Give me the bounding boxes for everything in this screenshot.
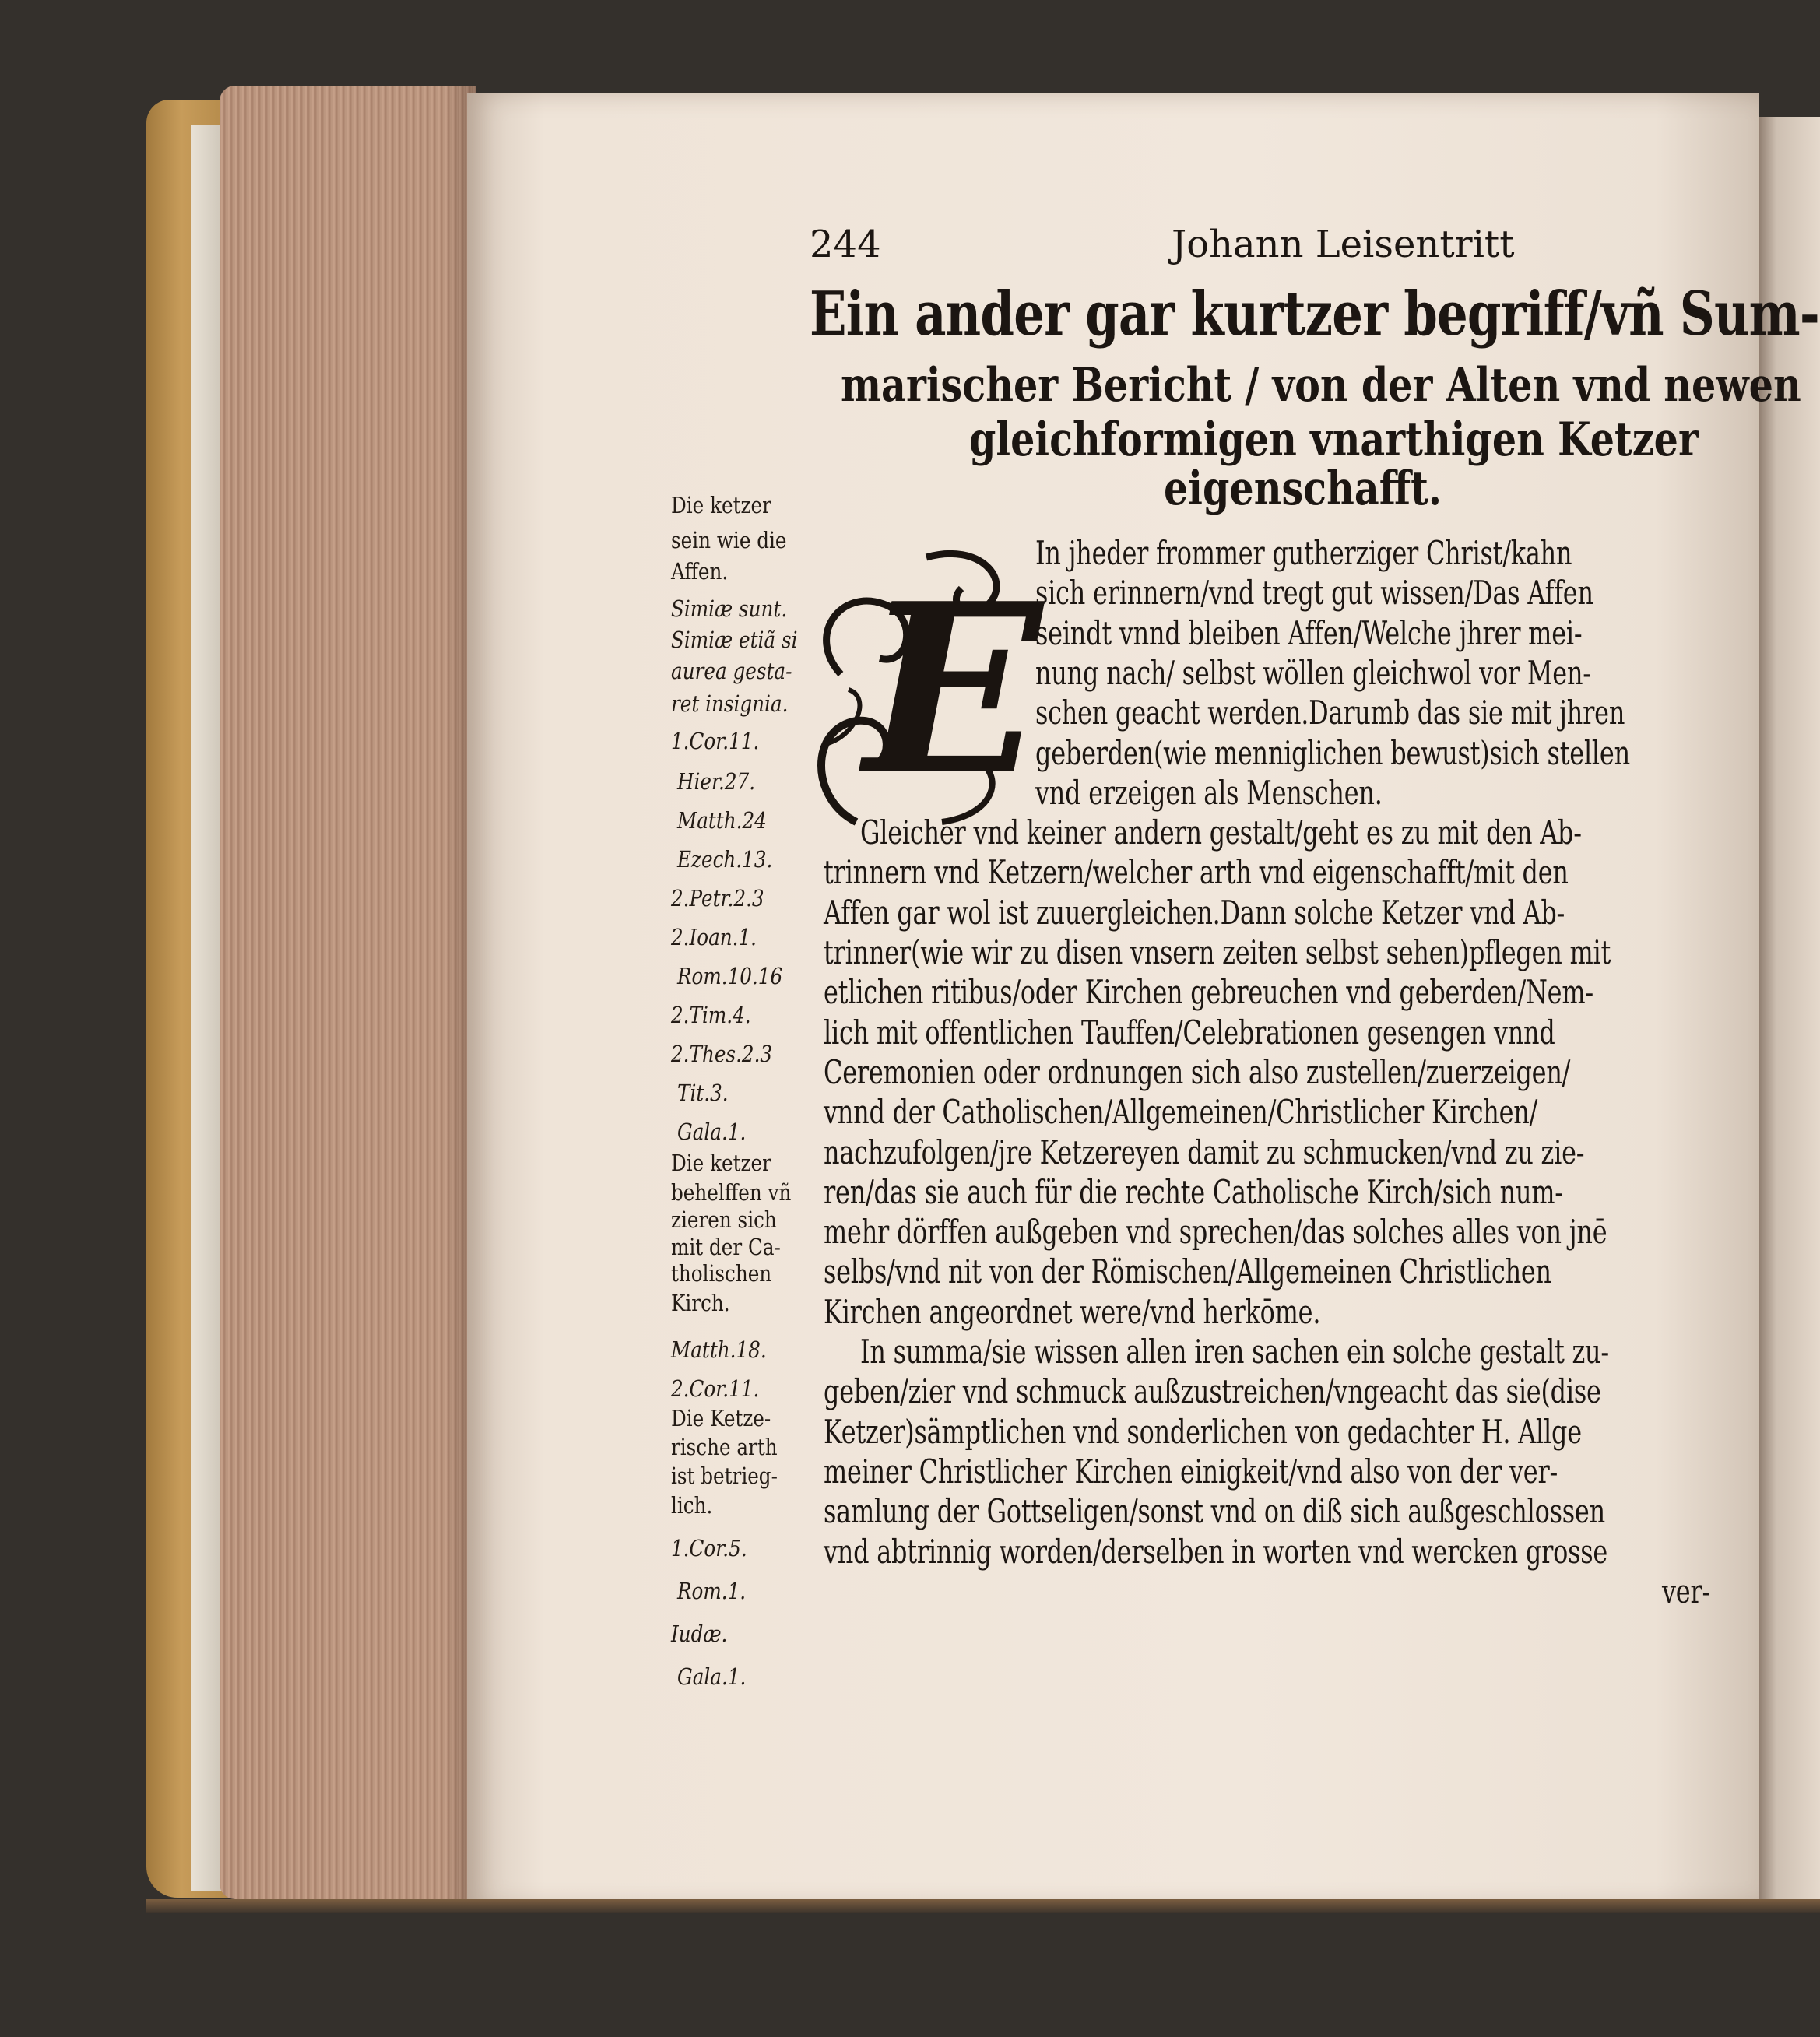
- margin-note: tholischen: [671, 1260, 772, 1287]
- margin-note: Iudæ.: [671, 1621, 728, 1647]
- margin-note: Simiæ sunt.: [671, 595, 788, 622]
- endpaper: [191, 125, 222, 1891]
- margin-note: aurea gesta-: [671, 658, 792, 684]
- margin-note: rische arth: [671, 1434, 778, 1460]
- body-line: sich erinnern/vnd tregt gut wissen/Das Affen: [1035, 574, 1593, 613]
- margin-note: 1.Cor.11.: [671, 728, 760, 754]
- margin-note: zieren sich: [671, 1206, 777, 1233]
- running-head-author: Johann Leisentritt: [1172, 223, 1515, 266]
- margin-note: behelffen vñ: [671, 1179, 792, 1206]
- body-line: vnnd der Catholischen/Allgemeinen/Christlicher Kirchen/: [824, 1093, 1538, 1132]
- margin-note: Matth.24: [677, 807, 767, 834]
- margin-note: mit der Ca-: [671, 1234, 781, 1260]
- body-line: trinner(wie wir zu disen vnsern zeiten selbst sehen)pflegen mit: [824, 933, 1611, 971]
- margin-note: 2.Ioan.1.: [671, 924, 757, 950]
- margin-note: Rom.10.16: [677, 963, 783, 989]
- margin-note: Rom.1.: [677, 1578, 747, 1604]
- margin-note: sein wie die: [671, 527, 787, 553]
- margin-note: 2.Tim.4.: [671, 1002, 751, 1028]
- page-edges: [220, 86, 476, 1899]
- body-line: nachzufolgen/jre Ketzereyen damit zu schmucken/vnd zu zie-: [824, 1133, 1585, 1171]
- body-line: ver-: [1662, 1572, 1711, 1610]
- initial-letter: E: [864, 552, 1042, 827]
- margin-note: lich.: [671, 1492, 713, 1519]
- margin-note: 2.Petr.2.3: [671, 885, 764, 911]
- margin-note: ret insignia.: [671, 690, 789, 717]
- margin-note: 2.Cor.11.: [671, 1375, 760, 1402]
- body-line: ren/das sie auch für die rechte Catholische Kirch/sich num-: [824, 1172, 1563, 1211]
- body-line: Ketzer)sämptlichen vnd sonderlichen von gedachter H. Allge: [824, 1412, 1582, 1451]
- margin-note: ist betrieg-: [671, 1463, 778, 1489]
- margin-note: Gala.1.: [677, 1119, 747, 1145]
- body-line: In summa/sie wissen allen iren sachen ein solche gestalt zu-: [860, 1333, 1609, 1371]
- body-line: trinnern vnd Ketzern/welcher arth vnd eigenschafft/mit den: [824, 853, 1569, 892]
- body-line: lich mit offentlichen Tauffen/Celebrationen gesengen vnnd: [824, 1013, 1555, 1052]
- body-line: Affen gar wol ist zuuergleichen.Dann solche Ketzer vnd Ab-: [824, 893, 1565, 932]
- margin-note: Hier.27.: [677, 768, 756, 795]
- margin-note: Tit.3.: [677, 1080, 729, 1106]
- body-line: selbs/vnd nit von der Römischen/Allgemeinen Christlichen: [824, 1252, 1551, 1291]
- body-line: geben/zier vnd schmuck außzustreichen/vngeacht das sie(dise: [824, 1372, 1601, 1411]
- body-line: nung nach/ selbst wöllen gleichwol vor Men-: [1035, 653, 1591, 692]
- body-line: samlung der Gottseligen/sonst vnd on diß sich außgeschlossen: [824, 1492, 1605, 1531]
- body-line: schen geacht werden.Darumb das sie mit jhren: [1035, 694, 1625, 732]
- body-line: vnd abtrinnig worden/derselben in worten vnd wercken grosse: [824, 1532, 1608, 1571]
- margin-note: Gala.1.: [677, 1663, 747, 1690]
- book-bottom-edge: [146, 1899, 1820, 1913]
- margin-note: Matth.18.: [671, 1336, 767, 1363]
- body-line: etlichen ritibus/oder Kirchen gebreuchen vnd geberden/Nem-: [824, 973, 1593, 1012]
- body-line: In jheder frommer gutherziger Christ/kahn: [1035, 534, 1572, 572]
- margin-note: Die ketzer: [671, 1150, 771, 1176]
- body-line: geberden(wie menniglichen bewust)sich stellen: [1035, 733, 1630, 772]
- margin-note: Die ketzer: [671, 492, 771, 518]
- margin-note: Affen.: [671, 558, 729, 585]
- body-line: Kirchen angeordnet were/vnd herkōme.: [824, 1292, 1321, 1331]
- ornamental-initial-icon: [810, 542, 1042, 830]
- body-line: meiner Christlicher Kirchen einigkeit/vnd also von der ver-: [824, 1452, 1558, 1491]
- body-line: Gleicher vnd keiner andern gestalt/geht es zu mit den Ab-: [860, 813, 1582, 852]
- margin-note: Die Ketze-: [671, 1405, 771, 1431]
- body-line: mehr dörffen außgeben vnd sprechen/das solches alles von jnē: [824, 1213, 1607, 1252]
- margin-note: Ezech.13.: [677, 846, 773, 873]
- title-line: marischer Bericht / von der Alten vnd newen: [841, 358, 1801, 413]
- title-line: eigenschafft.: [1164, 462, 1442, 516]
- body-line: seindt vnnd bleiben Affen/Welche jhrer mei-: [1035, 613, 1583, 652]
- margin-note: 2.Thes.2.3: [671, 1041, 773, 1067]
- body-line: Ceremonien oder ordnungen sich also zustellen/zuerzeigen/: [824, 1052, 1571, 1091]
- margin-note: Simiæ etiã si: [671, 627, 798, 653]
- margin-note: Kirch.: [671, 1290, 730, 1316]
- page-number: 244: [810, 223, 881, 266]
- margin-note: 1.Cor.5.: [671, 1535, 747, 1561]
- title-line: gleichformigen vnarthigen Ketzer: [969, 413, 1699, 467]
- body-line: vnd erzeigen als Menschen.: [1035, 773, 1383, 812]
- title-line: Ein ander gar kurtzer begriff/vñ Sum-: [810, 279, 1819, 349]
